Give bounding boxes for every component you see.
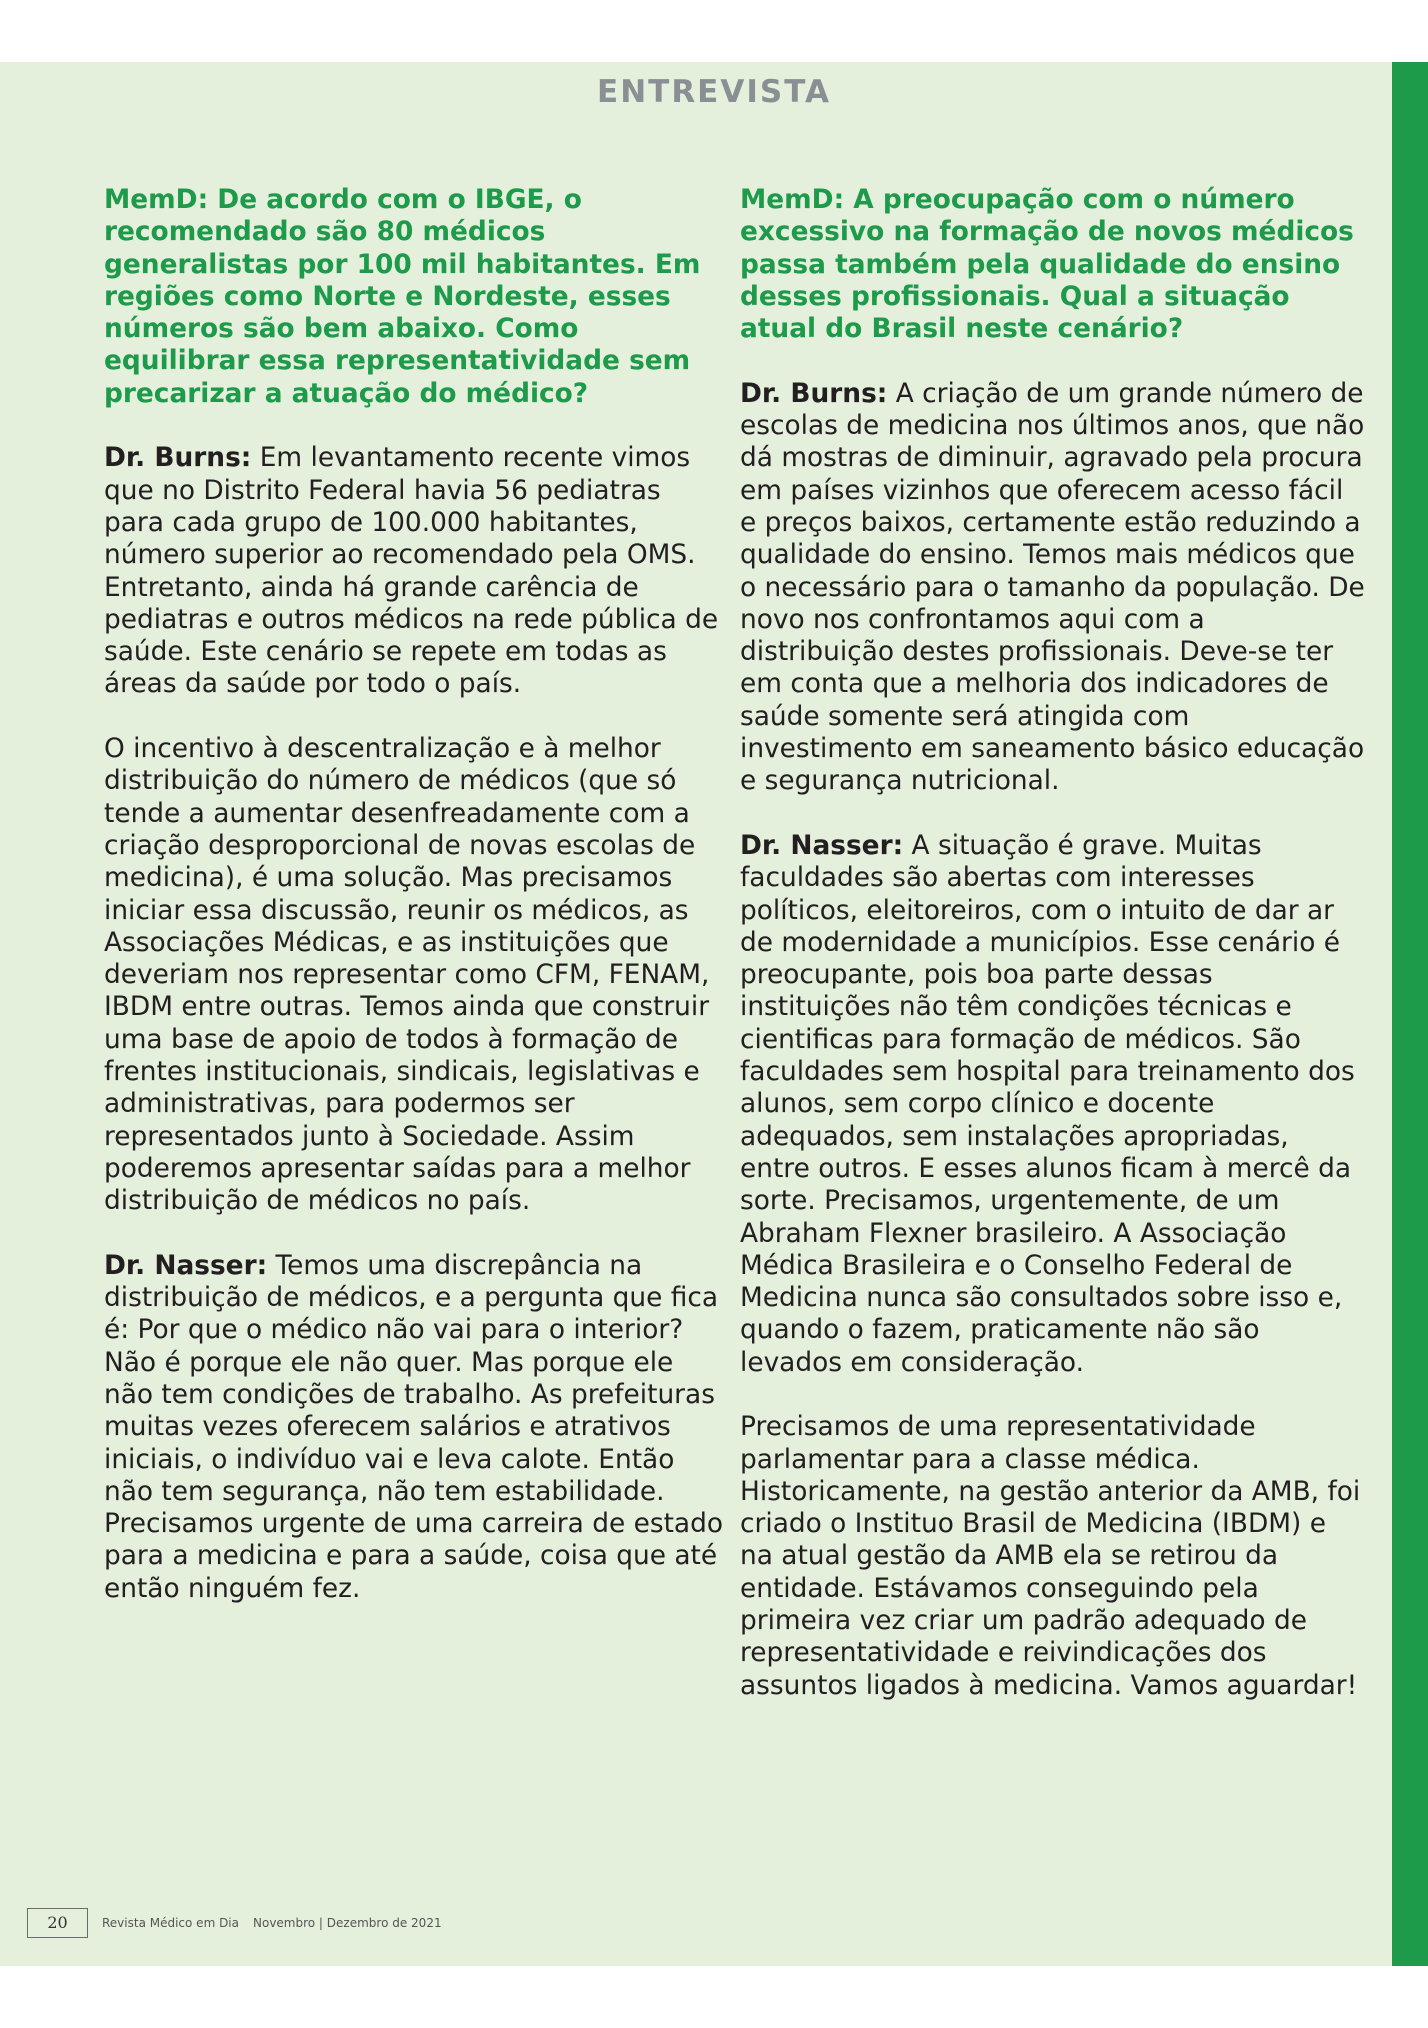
answer-paragraph [740, 378, 1365, 798]
answer-text: Em levantamento recente vimos que no Distrito Federal havia 56 pediatras para cada grupo de 100.000 habitantes, número superior ao recomendado pela OMS. Entretanto, ainda há grande carência de pediatras e outros médicos na rede pública de saúde. Este cenário se repete em todas as áreas da saúde por todo o país. [104, 442, 719, 700]
answer-paragraph [104, 442, 724, 700]
side-accent-bar [1392, 62, 1428, 1966]
speaker-name: Dr. Burns: [104, 442, 252, 474]
answer-text: A criação de um grande número de escolas de medicina nos últimos anos, que não dá mostras de diminuir, agravado pela procura em países vizinhos que oferecem acesso fácil e preços baixos, certamente estão reduzindo a qualidade do ensino. Temos mais médicos que o necessário para o tamanho da população. De novo nos confrontamos aqui com a distribuição destes profissionais. Deve-se ter em conta que a melhoria dos indicadores de saúde somente será atingida com investimento em saneamento básico educação e segurança nutricional. [740, 377, 1365, 797]
speaker-name: Dr. Nasser: [104, 1249, 268, 1281]
magazine-name: Revista Médico em Dia [102, 1916, 239, 1930]
answer-paragraph [740, 830, 1365, 1379]
answer-paragraph [104, 1250, 724, 1605]
question-paragraph: MemD: A preocupação com o número excessivo na formação de novos médicos passa também pela qualidade do ensino desses profissionais. Qual a situação atual do Brasil neste cenário? [740, 184, 1354, 345]
question-paragraph: MemD: De acordo com o IBGE, o recomendado são 80 médicos generalistas por 100 mil habitantes. Em regiões como Norte e Nordeste, esses números são bem abaixo. Como equilibrar essa representatividade sem precarizar a atuação do médico? [104, 184, 701, 409]
body-paragraph: Precisamos de uma representatividade parlamentar para a classe médica. Historicamente, na gestão anterior da AMB, foi criado o Instituo Brasil de Medicina (IBDM) e na atual gestão da AMB ela se retirou da entidade. Estávamos conseguindo pela primeira vez criar um padrão adequado de representatividade e reivindicações dos assuntos ligados à medicina. Vamos aguardar! [740, 1411, 1361, 1701]
left-column [104, 184, 724, 1637]
answer-text: Temos uma discrepância na distribuição de médicos, e a pergunta que fica é: Por que o médico não vai para o interior? Não é porque ele não quer. Mas porque ele não tem condições de trabalho. As prefeituras muitas vezes oferecem salários e atrativos iniciais, o indivíduo vai e leva calote. Então não tem segurança, não tem estabilidade. Precisamos urgente de uma carreira de estado para a medicina e para a saúde, coisa que até então ninguém fez. [104, 1249, 723, 1604]
right-column [740, 184, 1365, 1734]
body-paragraph: O incentivo à descentralização e à melhor distribuição do número de médicos (que só tende a aumentar desenfreadamente com a criação desproporcional de novas escolas de medicina), é uma solução. Mas precisamos iniciar essa discussão, reunir os médicos, as Associações Médicas, e as instituições que deveriam nos representar como CFM, FENAM, IBDM entre outras. Temos ainda que construir uma base de apoio de todos à formação de frentes institucionais, sindicais, legislativas e administrativas, para podermos ser representados junto à Sociedade. Assim poderemos apresentar saídas para a melhor distribuição de médicos no país. [104, 733, 710, 1217]
issue-date: Novembro | Dezembro de 2021 [253, 1916, 442, 1930]
page-number: 20 [27, 1908, 88, 1938]
footer-credit [102, 1916, 456, 1930]
answer-text: A situação é grave. Muitas faculdades são abertas com interesses políticos, eleitoreiros, com o intuito de dar ar de modernidade a municípios. Esse cenário é preocupante, pois boa parte dessas instituições não têm condições técnicas e cientificas para formação de médicos. São faculdades sem hospital para treinamento dos alunos, sem corpo clínico e docente adequados, sem instalações apropriadas, entre outros. E esses alunos ficam à mercê da sorte. Precisamos, urgentemente, de um Abraham Flexner brasileiro. A Associação Médica Brasileira e o Conselho Federal de Medicina nunca são consultados sobre isso e, quando o fazem, praticamente não são levados em consideração. [740, 829, 1355, 1378]
section-title: ENTREVISTA [597, 74, 831, 110]
speaker-name: Dr. Nasser: [740, 829, 904, 861]
speaker-name: Dr. Burns: [740, 377, 888, 409]
